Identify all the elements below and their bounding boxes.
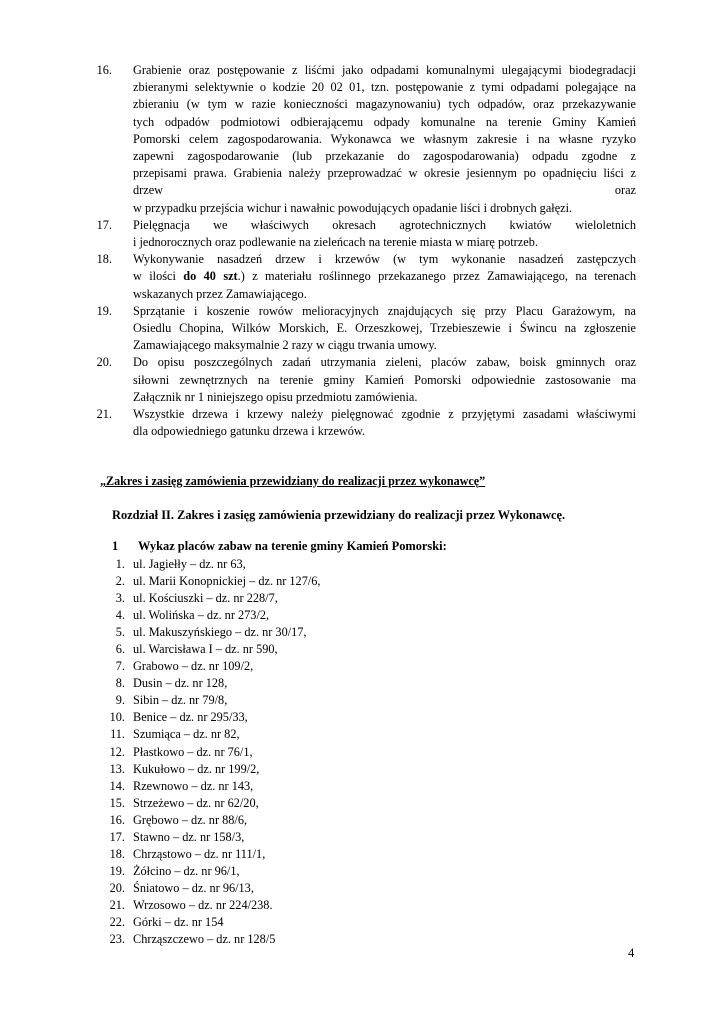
page-number: 4 — [628, 946, 635, 960]
list-item-label: ul. Kościuszki – dz. nr 228/7, — [133, 591, 278, 606]
clause-line: Wszystkie drzewa i krzewy należy pielęgnować zgodnie z przyjętymi zasadami właściwymi — [133, 407, 636, 422]
list-item-label: Chrząstowo – dz. nr 111/1, — [133, 846, 266, 861]
clause-number: 16. — [96, 63, 112, 77]
clause-text — [133, 62, 636, 217]
list-item-label: Śniatowo – dz. nr 96/13, — [133, 880, 254, 895]
list-item-number: 18. — [109, 846, 125, 861]
list-item — [104, 726, 524, 743]
clause-line: Zamawiającego maksymalnie 2 razy w ciągu trwania umowy. — [133, 338, 437, 353]
clause-line: Do opisu poszczególnych zadań utrzymania zieleni, placów zabaw, boisk gminnych oraz — [133, 355, 636, 370]
list-item — [104, 675, 524, 692]
list-item-label: ul. Warcisława I – dz. nr 590, — [133, 642, 278, 657]
list-item — [104, 812, 524, 829]
list-item — [104, 590, 524, 607]
list-item-label: ul. Makuszyńskiego – dz. nr 30/17, — [133, 625, 307, 640]
clause-line: Pomorski celem zagospodarowania. Wykonawca we własnym zakresie i na własne ryzyko — [133, 131, 636, 146]
list-item-number: 1. — [115, 557, 125, 571]
clause-line — [133, 286, 636, 303]
section-one-number: 1 — [112, 539, 119, 553]
list-item-label: Grabowo – dz. nr 109/2, — [133, 659, 254, 674]
list-item-label: ul. Wolińska – dz. nr 273/2, — [133, 608, 270, 623]
list-item-number: 9. — [115, 693, 125, 708]
clause-line-segment: w ilości — [133, 269, 184, 284]
clause-number: 17. — [96, 217, 112, 232]
list-item — [104, 863, 524, 880]
list-item — [104, 897, 524, 914]
list-item — [104, 795, 524, 812]
list-item — [104, 761, 524, 778]
clause-line-segment: wskazanych przez Zamawiającego. — [133, 286, 307, 301]
clause-line: Pielęgnacja we właściwych okresach agrotechnicznych kwiatów wieloletnich — [133, 217, 636, 232]
list-item-label: Kukułowo – dz. nr 199/2, — [133, 761, 260, 776]
list-item — [104, 692, 524, 709]
list-item-label: Wrzosowo – dz. nr 224/238. — [133, 897, 273, 912]
list-item — [104, 624, 524, 641]
clause-line: tych odpadów podmiotowi odbierającemu odpady komunalne na terenie Gminy Kamień — [133, 114, 636, 129]
list-item-number: 5. — [115, 625, 125, 640]
list-item-number: 2. — [115, 574, 125, 589]
list-item-label: Płastkowo – dz. nr 76/1, — [133, 744, 253, 759]
list-item-label: Benice – dz. nr 295/33, — [133, 710, 248, 725]
clause-line: przepisami prawa. Grabienia należy przeprowadzać w okresie jesiennym po opadnięciu liści z — [133, 166, 636, 181]
clause-item — [88, 303, 636, 355]
list-item-number: 15. — [109, 795, 125, 810]
list-item — [104, 658, 524, 675]
list-item — [104, 914, 524, 931]
clause-text — [133, 303, 636, 355]
list-item-number: 6. — [115, 642, 125, 657]
clause-line-emphasis: do 40 szt — [183, 269, 238, 284]
list-item — [104, 607, 524, 624]
list-item-number: 19. — [109, 863, 125, 878]
list-item — [104, 846, 524, 863]
clause-line — [133, 251, 636, 268]
clause-line: Załącznik nr 1 niniejszego opisu przedmiotu zamówienia. — [133, 389, 418, 404]
clause-line: Grabienie oraz postępowanie z liśćmi jako odpadami komunalnymi ulegającymi biodegradacji — [133, 63, 636, 77]
list-item-number: 20. — [109, 880, 125, 895]
list-item-number: 3. — [115, 591, 125, 606]
list-item-label: Rzewnowo – dz. nr 143, — [133, 778, 254, 793]
clause-item — [88, 406, 636, 440]
heading-chapter-two: Rozdział II. Zakres i zasięg zamówienia przewidziany do realizacji przez Wykonawcę. — [112, 508, 566, 522]
list-item-label: Strzeżewo – dz. nr 62/20, — [133, 795, 259, 810]
list-item-number: 13. — [109, 761, 125, 776]
clause-line-segment: .) z materiału roślinnego przekazanego przez Zamawiającego, na terenach — [237, 269, 636, 284]
clause-text — [133, 406, 636, 440]
list-item-number: 16. — [109, 812, 125, 827]
list-item-number: 21. — [109, 897, 125, 912]
list-item — [104, 744, 524, 761]
clause-line — [133, 268, 636, 285]
list-item-label: Stawno – dz. nr 158/3, — [133, 829, 245, 844]
list-item-number: 4. — [115, 608, 125, 623]
list-item-label: Dusin – dz. nr 128, — [133, 676, 228, 691]
list-item-label: Grębowo – dz. nr 88/6, — [133, 812, 248, 827]
section-one-title — [112, 539, 447, 554]
list-item — [104, 556, 524, 573]
clause-list — [88, 62, 636, 440]
list-item-number: 11. — [110, 727, 125, 742]
clause-line: w przypadku przejścia wichur i nawałnic powodujących opadanie liści i drobnych gałęzi. — [133, 200, 573, 215]
list-item-label: Żółcino – dz. nr 96/1, — [133, 863, 240, 878]
clause-item — [88, 217, 636, 251]
clause-item — [88, 62, 636, 217]
list-item — [104, 880, 524, 897]
list-item-number: 7. — [115, 659, 125, 674]
clause-line: dla odpowiedniego gatunku drzewa i krzewów. — [133, 424, 366, 439]
list-item-number: 8. — [115, 676, 125, 691]
clause-number: 19. — [96, 303, 112, 318]
heading-quoted-scope: „Zakres i zasięg zamówienia przewidziany do realizacji przez wykonawcę” — [100, 474, 486, 488]
list-item-label: Szumiąca – dz. nr 82, — [133, 727, 240, 742]
clause-line: zbieranymi selektywnie o kodzie 20 02 01, tzn. postępowanie z tymi odpadami polegające na — [133, 80, 636, 95]
list-item-number: 22. — [109, 914, 125, 929]
clause-item — [88, 354, 636, 406]
clause-number: 21. — [96, 407, 112, 422]
clause-line: drzew oraz — [133, 183, 636, 198]
clause-text — [133, 354, 636, 406]
list-item-number: 17. — [109, 829, 125, 844]
list-item — [104, 573, 524, 590]
clause-line: Sprzątanie i koszenie rowów melioracyjnych znajdujących się przy Placu Garażowym, na — [133, 303, 636, 318]
list-item — [104, 931, 524, 948]
list-item-label: Chrząszczewo – dz. nr 128/5 — [133, 932, 276, 947]
section-one-label: Wykaz placów zabaw na terenie gminy Kamień Pomorski: — [138, 539, 447, 553]
list-item-number: 23. — [109, 932, 125, 947]
clause-line-segment: Wykonywanie nasadzeń drzew i krzewów (w tym wykonanie nasadzeń zastępczych — [133, 252, 636, 267]
clause-line: i jednorocznych oraz podlewanie na zieleńcach na terenie miasta w miarę potrzeb. — [133, 235, 538, 250]
list-item — [104, 641, 524, 658]
clause-line: zapewni zagospodarowanie (lub przekazanie do zagospodarowania) odpadu zgodne z — [133, 149, 636, 164]
list-item-label: Sibin – dz. nr 79/8, — [133, 693, 228, 708]
clause-item — [88, 251, 636, 303]
list-item — [104, 709, 524, 726]
clause-number: 18. — [96, 252, 112, 267]
clause-line: siłowni zewnętrznych na terenie gminy Kamień Pomorski odpowiednie zastosowanie ma — [133, 372, 636, 387]
clause-line: Osiedlu Chopina, Wilków Morskich, E. Orzeszkowej, Trzebieszewie i Świncu na zgłoszenie — [133, 321, 636, 336]
list-item-number: 14. — [109, 778, 125, 793]
playground-address-list — [104, 556, 524, 948]
list-item — [104, 829, 524, 846]
list-item-label: ul. Marii Konopnickiej – dz. nr 127/6, — [133, 574, 321, 589]
clause-number: 20. — [96, 355, 112, 370]
list-item-label: Górki – dz. nr 154 — [133, 914, 224, 929]
clause-line: zbieraniu (w tym w razie konieczności magazynowaniu) tych odpadów, oraz przekazywanie — [133, 97, 636, 112]
list-item — [104, 778, 524, 795]
list-item-number: 10. — [109, 710, 125, 725]
clause-text — [133, 217, 636, 251]
clause-text — [133, 251, 636, 303]
list-item-number: 12. — [109, 744, 125, 759]
list-item-label: ul. Jagiełły – dz. nr 63, — [133, 557, 246, 571]
